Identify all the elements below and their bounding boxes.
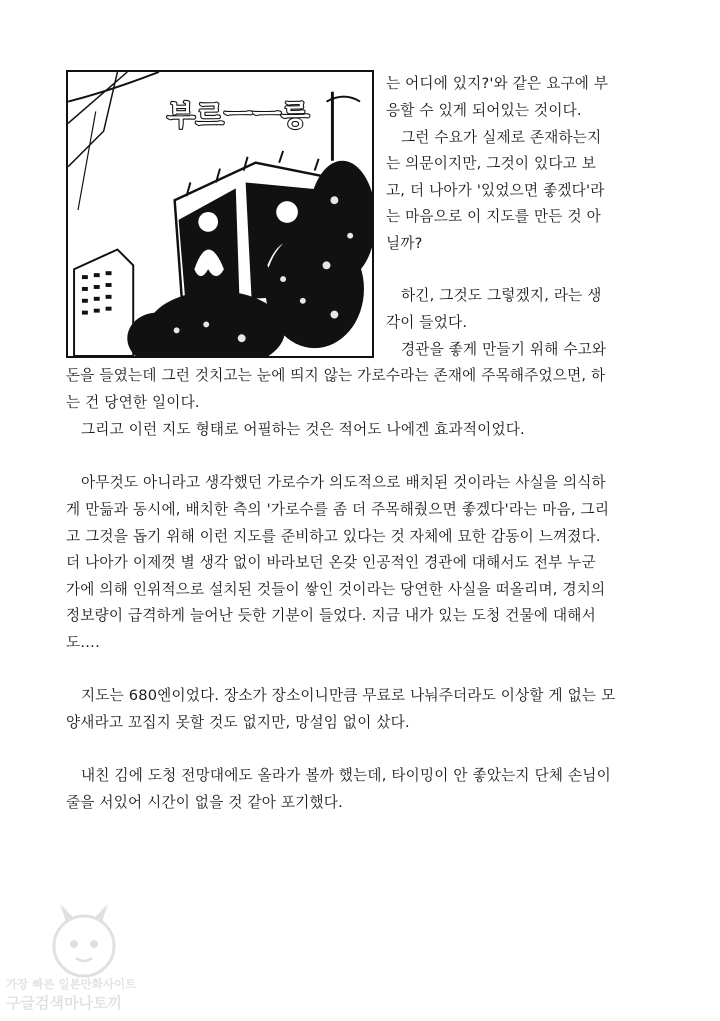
paragraph-3-line-1: 하긴, 그것도 그렇겠지, 라는 생 xyxy=(401,287,602,304)
paragraph-1-line-1: 는 어디에 있지?'와 같은 요구에 부 xyxy=(386,75,609,92)
paragraph-2-line-2: 는 의문이지만, 그것이 있다고 보 xyxy=(386,155,597,172)
paragraph-4-line-1: 경관을 좋게 만들기 위해 수고와 xyxy=(401,341,607,358)
sound-effect-text: 부르ㅡㅡ릉 xyxy=(166,98,310,133)
paragraph-6-line-5: 가에 의해 인위적으로 설치된 것들이 쌓인 것이라는 당연한 사실을 떠올리며, 경치의 xyxy=(66,581,606,598)
paragraph-6-line-6: 정보량이 급격하게 늘어난 듯한 기분이 들었다. 지금 내가 있는 도청 건물에 대해서 xyxy=(66,607,596,624)
paragraph-2-line-3: 고, 더 나아가 '있었으면 좋겠다'라 xyxy=(386,182,605,199)
paragraph-2-line-5: 닐까? xyxy=(386,235,423,252)
paragraph-6-line-4: 더 나아가 이제껏 별 생각 없이 바라보던 온갖 인공적인 경관에 대해서도 전부 누군 xyxy=(66,554,596,571)
illustration-panel xyxy=(66,70,374,358)
paragraph-7-line-1: 지도는 680엔이었다. 장소가 장소이니만큼 무료로 나눠주더라도 이상할 게 없는 모 xyxy=(81,687,616,704)
paragraph-6-line-3: 고 그것을 돕기 위해 이런 지도를 준비하고 있다는 것 자체에 묘한 감동이 느껴졌다. xyxy=(66,528,601,545)
paragraph-4-line-2: 돈을 들였는데 그런 것치고는 눈에 띄지 않는 가로수라는 존재에 주목해주었으면, 하 xyxy=(66,367,606,384)
building-tree-drawing xyxy=(68,72,372,356)
site-watermark xyxy=(6,900,186,1018)
mascot-icon xyxy=(42,900,126,984)
paragraph-1-line-2: 응할 수 있게 되어있는 것이다. xyxy=(386,102,582,119)
paragraph-2-line-4: 는 마음으로 이 지도를 만든 것 아 xyxy=(386,208,601,225)
watermark-line-2: 구글검색마나토끼 xyxy=(6,994,122,1012)
paragraph-4-line-3: 는 건 당연한 일이다. xyxy=(66,394,200,411)
paragraph-6-line-2: 게 만듦과 동시에, 배치한 측의 '가로수를 좀 더 주목해줬으면 좋겠다'라는 마음, 그리 xyxy=(66,501,610,518)
paragraph-7-line-2: 양새라고 꼬집지 못할 것도 없지만, 망설임 없이 샀다. xyxy=(66,714,410,731)
paragraph-6-line-7: 도…. xyxy=(66,634,100,651)
paragraph-6-line-1: 아무것도 아니라고 생각했던 가로수가 의도적으로 배치된 것이라는 사실을 의식하 xyxy=(81,474,606,491)
paragraph-8-line-1: 내친 김에 도청 전망대에도 올라가 볼까 했는데, 타이밍이 안 좋았는지 단체 손님이 xyxy=(81,767,611,784)
paragraph-2-line-1: 그런 수요가 실제로 존재하는지 xyxy=(401,129,602,146)
paragraph-3-line-2: 각이 들었다. xyxy=(386,314,468,331)
paragraph-5-line-1: 그리고 이런 지도 형태로 어필하는 것은 적어도 나에겐 효과적이었다. xyxy=(81,421,525,438)
paragraph-8-line-2: 줄을 서있어 시간이 없을 것 같아 포기했다. xyxy=(66,794,343,811)
watermark-line-1: 가장 빠른 일본만화사이트 xyxy=(6,977,137,991)
